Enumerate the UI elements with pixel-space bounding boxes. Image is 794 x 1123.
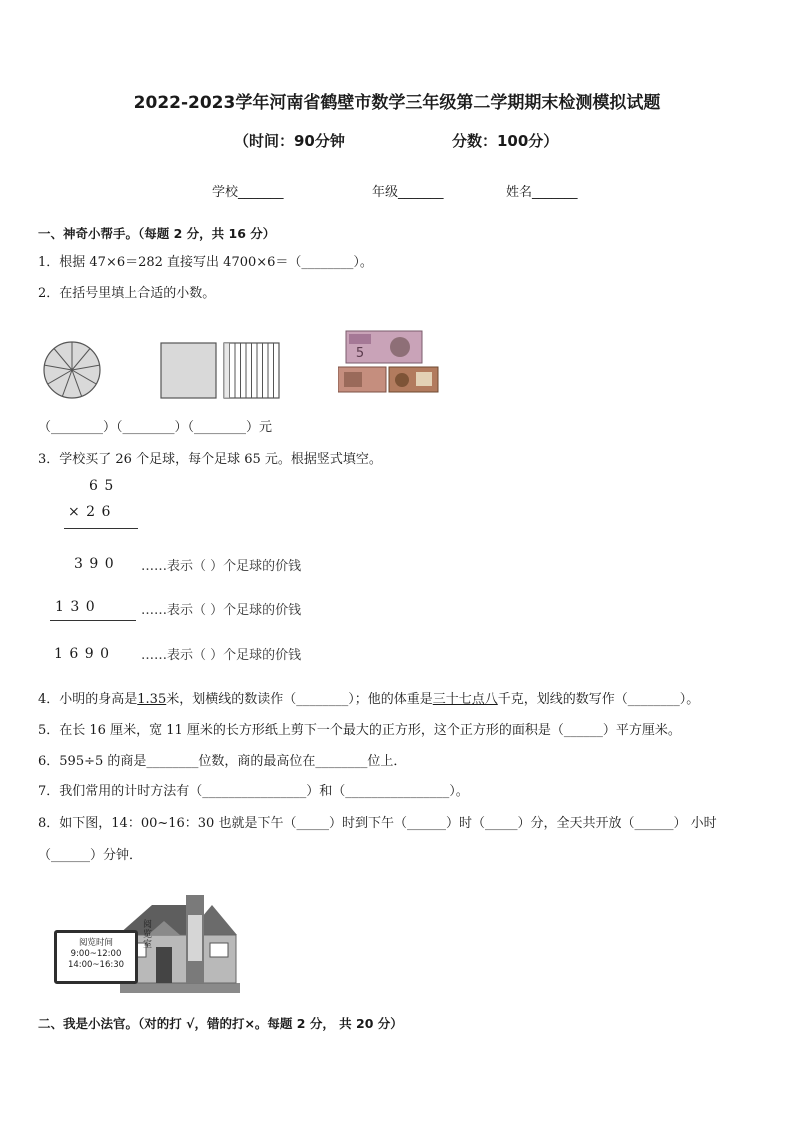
money-notes-icon <box>338 328 440 394</box>
question-8: 8．如下图，14：00~16：30 也就是下午（_____）时到下午（______）时（_____）分，全天共开放（______） 小时 <box>38 816 717 831</box>
question-2: 2．在括号里填上合适的小数。 <box>38 286 216 301</box>
opening-hours-morning: 9:00~12:00 <box>70 949 122 959</box>
exam-score: 分数：100分） <box>452 132 559 150</box>
page-title: 2022-2023学年河南省鹤壁市数学三年级第二学期期末检测模拟试题 <box>133 93 661 113</box>
name-field[interactable]: 姓名_______ <box>506 185 578 200</box>
question-3: 3．学校买了 26 个足球，每个足球 65 元。根据竖式填空。 <box>38 452 382 467</box>
school-field[interactable]: 学校_______ <box>212 185 284 200</box>
exam-time: （时间：90分钟 <box>234 132 345 150</box>
opening-hours-heading: 阅览时间 <box>78 938 113 948</box>
building-sign: 阅览室 <box>143 920 153 950</box>
question-4-a: 4．小明的身高是 <box>38 692 138 707</box>
svg-text:5: 5 <box>355 346 365 361</box>
calc-row-5: 1 6 9 0 <box>54 646 110 662</box>
calc-line-1 <box>64 528 138 529</box>
calc-row-4: 1 3 0 <box>55 599 96 615</box>
calc-note-2: ……表示（ ）个足球的价钱 <box>141 603 302 618</box>
question-1: 1．根据 47×6＝282 直接写出 4700×6＝（________）。 <box>38 255 373 270</box>
question-5: 5．在长 16 厘米，宽 11 厘米的长方形纸上剪下一个最大的正方形，这个正方形的面积是（______）平方厘米。 <box>38 723 681 738</box>
question-4 <box>38 688 699 707</box>
grade-field[interactable]: 年级_______ <box>372 185 444 200</box>
calc-row-1: 6 5 <box>89 478 115 494</box>
calc-note-3: ……表示（ ）个足球的价钱 <box>141 648 302 663</box>
question-8-cont: （______）分钟． <box>38 848 143 863</box>
calc-row-3: 3 9 0 <box>74 556 115 572</box>
question-4-c: 米，划横线的数读作（________）；他的体重是 <box>166 692 433 707</box>
question-7: 7．我们常用的计时方法有（________________）和（________________）。 <box>38 784 469 799</box>
calc-row-2: × 2 6 <box>68 504 112 520</box>
question-4-height: 1.35 <box>137 692 167 707</box>
section-2-heading: 二、我是小法官。（对的打 √，错的打×。每题 2 分， 共 20 分） <box>38 1016 403 1031</box>
calc-line-2 <box>50 620 136 621</box>
question-4-weight: 三十七点八 <box>432 692 498 707</box>
opening-hours-sign <box>54 930 138 984</box>
question-4-e: 千克，划线的数写作（________）。 <box>497 692 700 707</box>
opening-hours-afternoon: 14:00~16:30 <box>67 960 125 970</box>
square-grid-icon <box>160 342 284 400</box>
calc-note-1: ……表示（ ）个足球的价钱 <box>141 559 302 574</box>
question-2-answers: （________）（________）（________）元 <box>38 420 273 435</box>
circle-fraction-icon <box>42 340 102 400</box>
section-1-heading: 一、神奇小帮手。（每题 2 分，共 16 分） <box>38 226 276 241</box>
question-6: 6．595÷5 的商是________位数，商的最高位在________位上． <box>38 754 407 769</box>
